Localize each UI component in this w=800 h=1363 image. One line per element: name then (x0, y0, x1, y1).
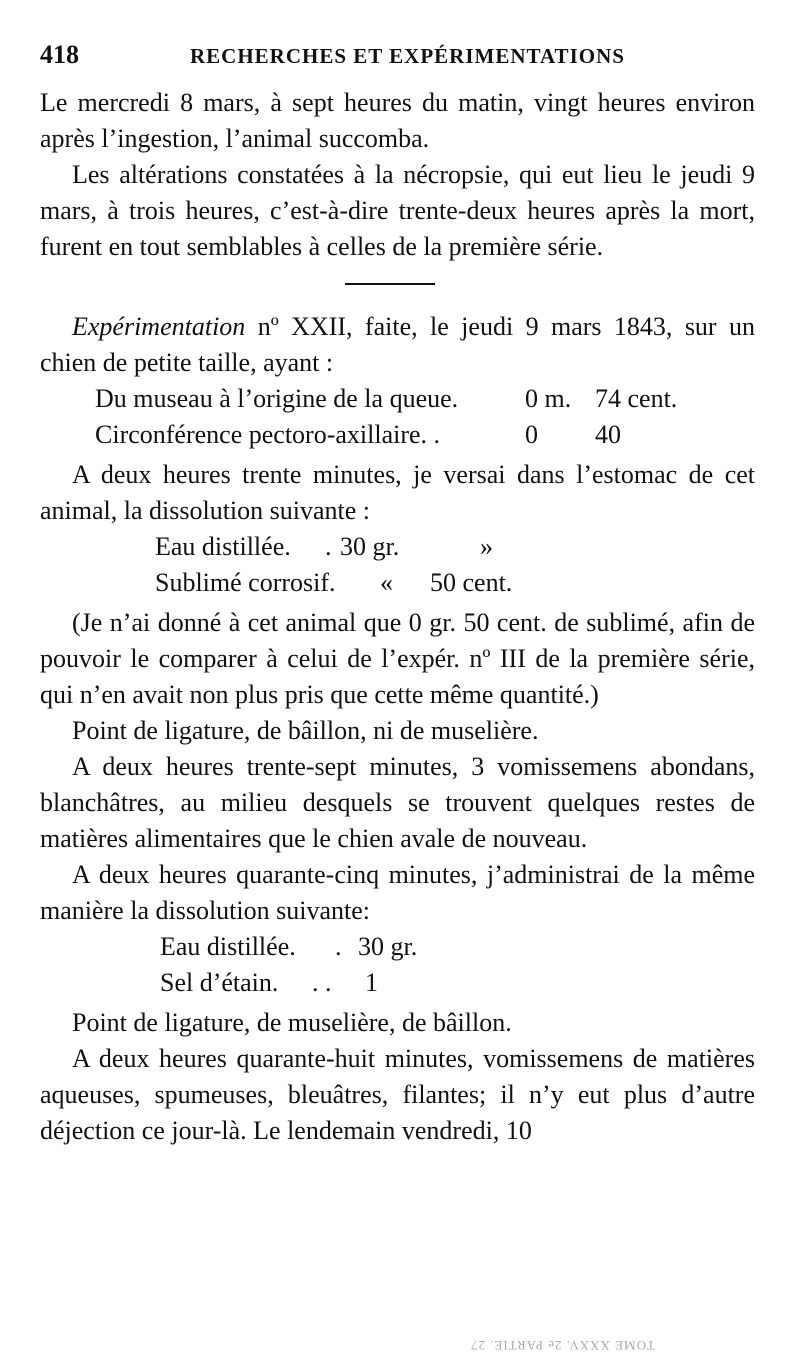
experiment-heading (40, 309, 755, 381)
dose-amount: 30 gr. (340, 532, 400, 561)
dose-dots: . (335, 932, 342, 961)
measurements-table (40, 381, 755, 453)
paragraph: (Je n’ai donné à cet animal que 0 gr. 50 cent. de sublimé, afin de pouvoir le comparer à celui de l’expér. nº III de la première série, qui n’en avait non plus pris que cette même quantité.) (40, 608, 755, 709)
paragraph: A deux heures quarante-cinq minutes, j’administrai de la même manière la dissolution suivante: (40, 860, 755, 925)
measurement-meters: 0 (525, 420, 538, 449)
dose-substance: Eau distillée. (160, 932, 296, 961)
measurement-meters: 0 m. (525, 384, 572, 413)
paragraph: A deux heures quarante-huit minutes, vomissemens de matières aqueuses, spumeuses, bleuâtres, filantes; il n’y eut plus d’autre déjection ce jour-là. Le lendemain vendredi, 10 (40, 1044, 755, 1145)
dose-table-1 (40, 529, 755, 601)
measurement-row (40, 417, 755, 453)
dose-substance: Sublimé corrosif. (155, 568, 336, 597)
page-header (40, 40, 760, 70)
dose-dots: « (380, 568, 393, 597)
paragraph: Point de ligature, de muselière, de bâillon. (72, 1008, 512, 1037)
dose-row (40, 565, 755, 601)
measurement-row (40, 381, 755, 417)
dose-amount: 30 gr. (358, 932, 418, 961)
measurement-cent: 74 cent. (595, 384, 678, 413)
paragraph: Le mercredi 8 mars, à sept heures du matin, vingt heures environ après l’ingestion, l’animal succomba. (40, 88, 755, 153)
running-title: RECHERCHES ET EXPÉRIMENTATIONS (190, 44, 625, 68)
measurement-label: Du museau à l’origine de la queue. (95, 384, 459, 413)
dose-amount: 50 cent. (430, 568, 513, 597)
dose-substance: Sel d’étain. (160, 968, 279, 997)
experiment-title: Expérimentation (72, 312, 246, 341)
dose-unit: » (480, 532, 493, 561)
dose-row (40, 529, 755, 565)
dose-row (40, 929, 755, 965)
dose-row (40, 965, 755, 1001)
signature-footer: TOME XXXV. 2e PARTIE. 27 (470, 1338, 655, 1353)
dose-substance: Eau distillée. (155, 532, 291, 561)
paragraph: Les altérations constatées à la nécropsie, qui eut lieu le jeudi 9 mars, à trois heures, c’est-à-dire trente-deux heures après la mort, furent en tout semblables à celles de la première série. (40, 160, 755, 261)
dose-amount: 1 (365, 968, 378, 997)
dose-dots: . (325, 532, 332, 561)
measurement-cent: 40 (595, 420, 621, 449)
experiment-description: nº XXII, faite, le jeudi 9 mars 1843, sur un chien de petite taille, ayant : (40, 312, 755, 377)
paragraph: A deux heures trente minutes, je versai dans l’estomac de cet animal, la dissolution suivante : (40, 460, 755, 525)
page-number: 418 (40, 40, 79, 69)
section-divider (345, 283, 435, 285)
dose-table-2 (40, 929, 755, 1001)
page-body (40, 85, 755, 1149)
dose-dots: . . (312, 968, 332, 997)
paragraph: Point de ligature, de bâillon, ni de muselière. (72, 716, 539, 745)
paragraph: A deux heures trente-sept minutes, 3 vomissemens abondans, blanchâtres, au milieu desquels se trouvent quelques restes de matières alimentaires que le chien avale de nouveau. (40, 752, 755, 853)
measurement-label: Circonférence pectoro-axillaire. . (95, 420, 441, 449)
